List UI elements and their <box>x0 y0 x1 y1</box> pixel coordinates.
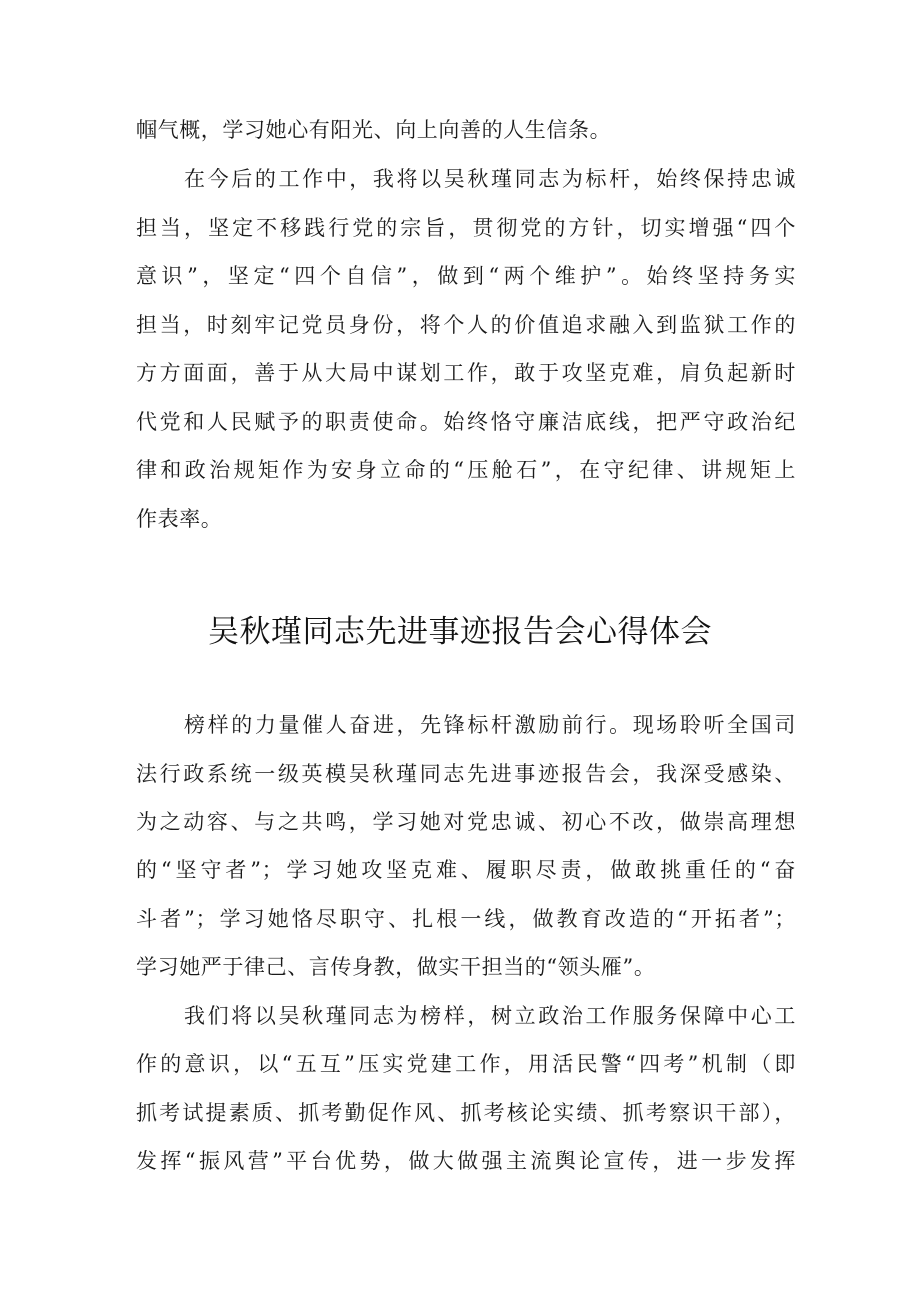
paragraph-line: 学习她严于律己、言传身教，做实干担当的“领头雁”。 <box>136 955 656 979</box>
paragraph-line: 发挥“振风营”平台优势，做大做强主流舆论宣传，进一步发挥 <box>136 1149 796 1173</box>
article-title: 吴秋瑾同志先进事迹报告会心得体会 <box>208 614 712 650</box>
paragraph-line: 帼气概，学习她心有阳光、向上向善的人生信条。 <box>136 118 612 142</box>
paragraph-line: 法行政系统一级英模吴秋瑾同志先进事迹报告会，我深受感染、 <box>136 762 796 786</box>
paragraph-line: 作的意识，以“五互”压实党建工作，用活民警“四考”机制（即 <box>136 1052 796 1076</box>
paragraph-line: 斗者”；学习她恪尽职守、扎根一线，做教育改造的“开拓者”； <box>136 907 796 931</box>
paragraph-line: 意识”，坚定“四个自信”，做到“两个维护”。始终坚持务实 <box>136 264 796 288</box>
paragraph-line: 的“坚守者”；学习她攻坚克难、履职尽责，做敢挑重任的“奋 <box>136 858 796 882</box>
paragraph-line: 方方面面，善于从大局中谋划工作，敢于攻坚克难，肩负起新时 <box>136 361 796 385</box>
paragraph-line: 为之动容、与之共鸣，学习她对党忠诚、初心不改，做崇高理想 <box>136 810 796 834</box>
paragraph-line: 担当，坚定不移践行党的宗旨，贯彻党的方针，切实增强“四个 <box>136 216 796 240</box>
paragraph-line: 我们将以吴秋瑾同志为榜样，树立政治工作服务保障中心工 <box>184 1004 796 1028</box>
paragraph-line: 榜样的力量催人奋进，先锋标杆激励前行。现场聆听全国司 <box>184 713 796 737</box>
paragraph-line: 抓考试提素质、抓考勤促作风、抓考核论实绩、抓考察识干部）， <box>136 1101 796 1125</box>
paragraph-line: 代党和人民赋予的职责使命。始终恪守廉洁底线，把严守政治纪 <box>136 410 796 434</box>
paragraph-line: 担当，时刻牢记党员身份，将个人的价值追求融入到监狱工作的 <box>136 313 796 337</box>
paragraph-line: 律和政治规矩作为安身立命的“压舱石”，在守纪律、讲规矩上 <box>136 458 796 482</box>
paragraph-line: 在今后的工作中，我将以吴秋瑾同志为标杆，始终保持忠诚 <box>184 167 796 191</box>
paragraph-line: 作表率。 <box>136 507 223 531</box>
